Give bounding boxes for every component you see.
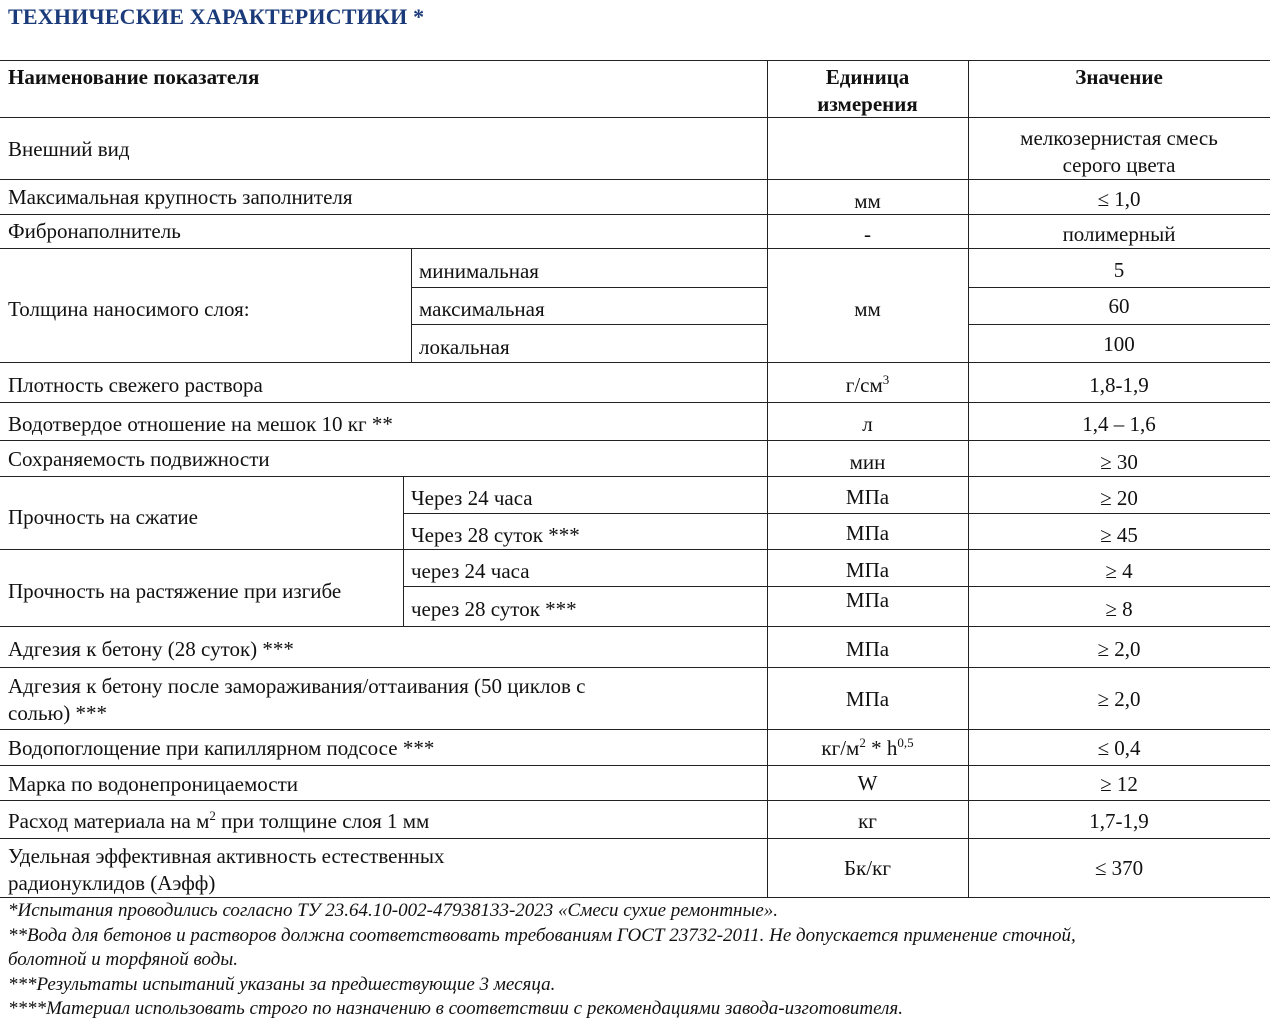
row-fiber-name: Фибронаполнитель — [8, 219, 181, 243]
table-bottom-border — [0, 897, 1270, 898]
row-divider — [968, 324, 1270, 325]
row-divider — [0, 248, 1270, 249]
row-adhesion-freeze-name-line2: солью) *** — [8, 701, 108, 725]
row-compression-sub-unit: МПа — [845, 521, 890, 545]
row-compression-sub-unit: МПа — [845, 485, 890, 509]
row-divider — [411, 324, 767, 325]
row-flexural-name: Прочность на растяжение при изгибе — [8, 579, 342, 603]
page-title: ТЕХНИЧЕСКИЕ ХАРАКТЕРИСТИКИ * — [8, 4, 425, 29]
row-adhesion-name: Адгезия к бетону (28 суток) *** — [8, 637, 294, 661]
column-divider — [411, 248, 412, 362]
row-waterproof-name: Марка по водонепроницаемости — [8, 772, 298, 796]
row-divider — [0, 549, 1270, 550]
row-divider — [0, 800, 1270, 801]
row-divider — [968, 287, 1270, 288]
row-absorption-name: Водопоглощение при капиллярном подсосе *** — [8, 736, 435, 760]
row-mobility-value: ≥ 30 — [1100, 450, 1138, 474]
row-flexural-sub-unit: МПа — [845, 558, 890, 582]
column-divider — [403, 476, 404, 626]
row-flexural-sub-unit: МПа — [845, 588, 890, 612]
header-unit-line2: измерения — [817, 92, 918, 116]
row-thickness-name: Толщина наносимого слоя: — [8, 297, 250, 321]
row-thickness-sub-label: минимальная — [419, 259, 539, 283]
footnote: ****Материал использовать строго по назначению в соответствии с рекомендациями завода-изготовителя. — [8, 998, 903, 1019]
header-name: Наименование показателя — [8, 65, 260, 89]
footnote: *Испытания проводились согласно ТУ 23.64.10-002-47938133-2023 «Смеси сухие ремонтные». — [8, 900, 779, 921]
row-divider — [0, 667, 1270, 668]
row-max-grain-name: Максимальная крупность заполнителя — [8, 185, 353, 209]
row-divider — [0, 729, 1270, 730]
row-absorption-value: ≤ 0,4 — [1097, 736, 1141, 760]
row-divider — [0, 765, 1270, 766]
row-consumption-name: Расход материала на $м^2$ при толщине слоя 1 мм — [8, 808, 430, 833]
row-thickness-unit: мм — [854, 297, 881, 321]
row-compression-sub-label: Через 28 суток *** — [411, 523, 580, 547]
row-appearance-value-line2: серого цвета — [1062, 153, 1176, 177]
row-max-grain-value: ≤ 1,0 — [1097, 187, 1141, 211]
row-adhesion-value: ≥ 2,0 — [1097, 637, 1141, 661]
row-divider — [0, 214, 1270, 215]
row-radioactivity-value: ≤ 370 — [1094, 856, 1144, 880]
row-water-ratio-unit: л — [862, 412, 873, 436]
row-thickness-sub-value: 60 — [1108, 294, 1130, 318]
row-divider — [0, 402, 1270, 403]
row-mobility-name: Сохраняемость подвижности — [8, 447, 270, 471]
row-divider — [0, 362, 1270, 363]
row-compression-sub-value: ≥ 45 — [1100, 523, 1138, 547]
header-value: Значение — [1075, 65, 1163, 89]
table-top-border — [0, 60, 1270, 61]
row-divider — [0, 476, 1270, 477]
footnote: **Вода для бетонов и растворов должна соответствовать требованиям ГОСТ 23732-2011. Не допускается применение сточной, — [8, 925, 1076, 946]
header-unit-line1: Единица — [825, 65, 910, 89]
row-consumption-value: 1,7-1,9 — [1089, 809, 1149, 833]
row-divider — [0, 838, 1270, 839]
row-adhesion-freeze-unit: МПа — [845, 687, 890, 711]
row-compression-name: Прочность на сжатие — [8, 505, 198, 529]
row-density-name: Плотность свежего раствора — [8, 373, 263, 397]
row-thickness-sub-label: максимальная — [419, 297, 545, 321]
footnote: ***Результаты испытаний указаны за предшествующие 3 месяца. — [8, 974, 556, 995]
row-divider — [0, 179, 1270, 180]
row-adhesion-freeze-value: ≥ 2,0 — [1097, 687, 1141, 711]
row-mobility-unit: мин — [849, 450, 886, 474]
row-waterproof-value: ≥ 12 — [1100, 772, 1138, 796]
row-radioactivity-name-line2: радионуклидов (Аэфф) — [8, 871, 216, 895]
footnote: болотной и торфяной воды. — [8, 949, 238, 970]
row-adhesion-unit: МПа — [845, 637, 890, 661]
row-flexural-sub-value: ≥ 8 — [1105, 597, 1133, 621]
row-fiber-value: полимерный — [1062, 222, 1176, 246]
row-radioactivity-name-line1: Удельная эффективная активность естественных — [8, 844, 445, 868]
row-flexural-sub-label: через 24 часа — [411, 559, 530, 583]
row-density-value: 1,8-1,9 — [1089, 373, 1149, 397]
row-waterproof-unit: W — [857, 771, 878, 795]
row-adhesion-freeze-name-line1: Адгезия к бетону после замораживания/оттаивания (50 циклов с — [8, 674, 586, 698]
row-compression-sub-value: ≥ 20 — [1100, 486, 1138, 510]
row-divider — [0, 117, 1270, 118]
row-absorption-unit: $кг/м^2 * h^{0,5}$ — [821, 735, 914, 760]
row-thickness-sub-value: 5 — [1113, 258, 1125, 282]
row-divider — [0, 626, 1270, 627]
row-thickness-sub-value: 100 — [1103, 332, 1135, 356]
row-divider — [403, 513, 1270, 514]
row-divider — [411, 287, 767, 288]
row-thickness-sub-label: локальная — [419, 335, 510, 359]
row-compression-sub-label: Через 24 часа — [411, 486, 533, 510]
row-density-unit: $г/см^3$ — [845, 372, 890, 397]
row-flexural-sub-label: через 28 суток *** — [411, 597, 577, 621]
row-flexural-sub-value: ≥ 4 — [1105, 559, 1133, 583]
row-max-grain-unit: мм — [854, 189, 881, 213]
row-fiber-unit: - — [864, 222, 871, 246]
row-water-ratio-name: Водотвердое отношение на мешок 10 кг ** — [8, 412, 393, 436]
row-consumption-unit: кг — [858, 809, 877, 833]
row-appearance-value-line1: мелкозернистая смесь — [1020, 126, 1218, 150]
row-divider — [0, 440, 1270, 441]
row-appearance-name: Внешний вид — [8, 137, 130, 161]
row-radioactivity-unit: Бк/кг — [844, 856, 891, 880]
row-water-ratio-value: 1,4 – 1,6 — [1082, 412, 1156, 436]
